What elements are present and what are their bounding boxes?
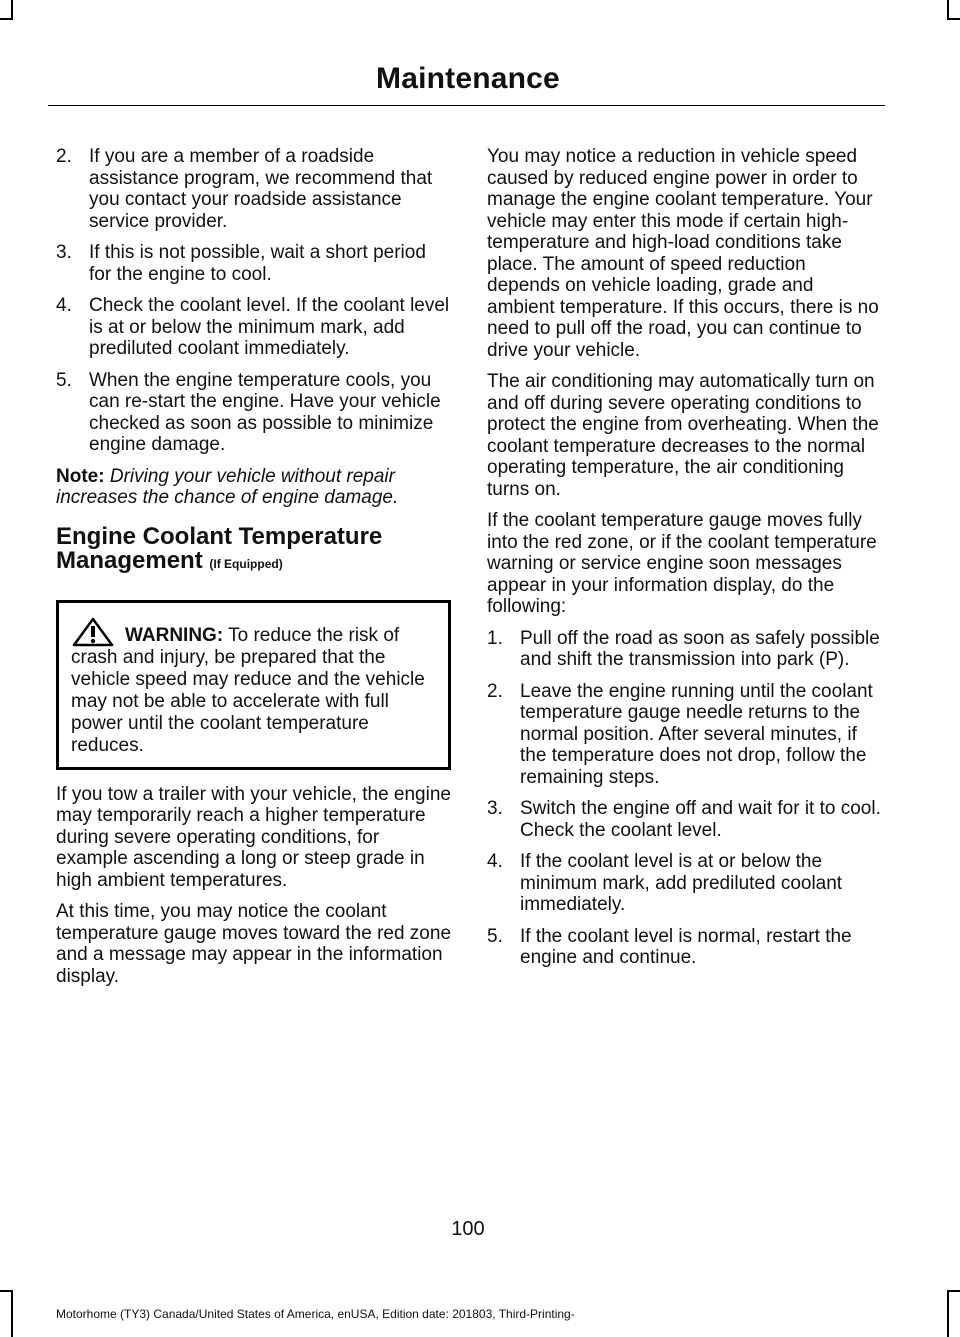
step-number: 1.	[487, 627, 503, 649]
list-item	[487, 681, 883, 789]
step-text: Leave the engine running until the coolant temperature gauge needle returns to the normal position. After several minutes, if the temperature does not drop, follow the remaining steps.	[520, 680, 873, 788]
warning-label: WARNING:	[125, 624, 224, 646]
step-number: 4.	[487, 851, 503, 872]
step-text: If this is not possible, wait a short period for the engine to cool.	[89, 242, 426, 285]
step-number: 3.	[56, 242, 72, 263]
list-item	[487, 851, 883, 916]
step-number: 2.	[487, 680, 503, 702]
crop-mark	[11, 0, 13, 18]
numbered-steps	[56, 146, 451, 456]
list-item	[56, 242, 451, 285]
step-number: 5.	[487, 925, 503, 947]
crop-mark	[0, 18, 13, 20]
crop-mark	[947, 1290, 949, 1337]
list-item	[56, 146, 451, 232]
warning-box	[56, 600, 451, 770]
step-text: Check the coolant level. If the coolant level is at or below the minimum mark, add prediluted coolant immediately.	[89, 295, 450, 359]
crop-mark	[947, 1290, 960, 1292]
step-text: If the coolant level is normal, restart the engine and continue.	[520, 925, 852, 968]
list-item	[487, 798, 883, 841]
step-number: 3.	[487, 798, 503, 819]
step-text: When the engine temperature cools, you can re-start the engine. Have your vehicle checked as soon as possible to minimize engine damage.	[89, 369, 441, 455]
crop-mark	[947, 0, 949, 18]
paragraph: You may notice a reduction in vehicle speed caused by reduced engine power in order to manage the engine coolant temperature. Your vehicle may enter this mode if certain high-temperature and high-load conditions take place. The amount of speed reduction depends on vehicle loading, grade and ambient temperature. If this occurs, there is no need to pull off the road, you can continue to drive your vehicle.	[487, 146, 879, 361]
step-text: If the coolant level is at or below the minimum mark, add prediluted coolant immediately.	[520, 851, 843, 915]
warning-triangle-icon	[71, 617, 115, 647]
step-text: If you are a member of a roadside assistance program, we recommend that you contact your roadside assistance service provider.	[89, 146, 433, 232]
publication-footer: Motorhome (TY3) Canada/United States of America, enUSA, Edition date: 201803, Third-Printing-	[56, 1307, 575, 1321]
page-number: 100	[451, 1218, 485, 1240]
step-number: 2.	[56, 146, 72, 167]
paragraph: At this time, you may notice the coolant temperature gauge moves toward the red zone and a message may appear in the information display.	[56, 901, 452, 987]
warning-text: To reduce the risk of crash and injury, be prepared that the vehicle speed may reduce and the vehicle may not be able to accelerate with full power until the coolant temperature reduces.	[71, 624, 425, 756]
step-text: Switch the engine off and wait for it to cool. Check the coolant level.	[520, 798, 881, 841]
step-number: 4.	[56, 295, 72, 316]
crop-mark	[947, 18, 960, 20]
numbered-steps	[487, 628, 883, 969]
paragraph: If the coolant temperature gauge moves fully into the red zone, or if the coolant temperature warning or service engine soon messages appear in your information display, do the following:	[487, 510, 877, 617]
crop-mark	[11, 1290, 13, 1337]
step-number: 5.	[56, 369, 72, 391]
paragraph: If you tow a trailer with your vehicle, the engine may temporarily reach a higher temperature during severe operating conditions, for example ascending a long or steep grade in high ambient temperatures.	[56, 783, 451, 891]
header-divider	[48, 105, 885, 106]
list-item	[56, 370, 451, 456]
section-qualifier: (If Equipped)	[209, 556, 283, 571]
note	[56, 466, 451, 509]
note-label: Note:	[56, 465, 105, 487]
list-item	[487, 926, 883, 969]
section-heading	[56, 522, 451, 576]
paragraph: The air conditioning may automatically turn on and off during severe operating conditions to protect the engine from overheating. When the coolant temperature decreases to the normal operating temperature, the air conditioning turns on.	[487, 371, 879, 500]
crop-mark	[0, 1290, 13, 1292]
page-title: Maintenance	[376, 62, 560, 95]
step-text: Pull off the road as soon as safely possible and shift the transmission into park (P).	[520, 627, 880, 670]
right-column	[487, 146, 883, 979]
note-text: Driving your vehicle without repair increases the chance of engine damage.	[56, 465, 399, 508]
section-title: Engine Coolant Temperature Management	[56, 522, 383, 574]
list-item	[487, 628, 883, 671]
list-item	[56, 295, 451, 360]
left-column	[56, 146, 451, 997]
